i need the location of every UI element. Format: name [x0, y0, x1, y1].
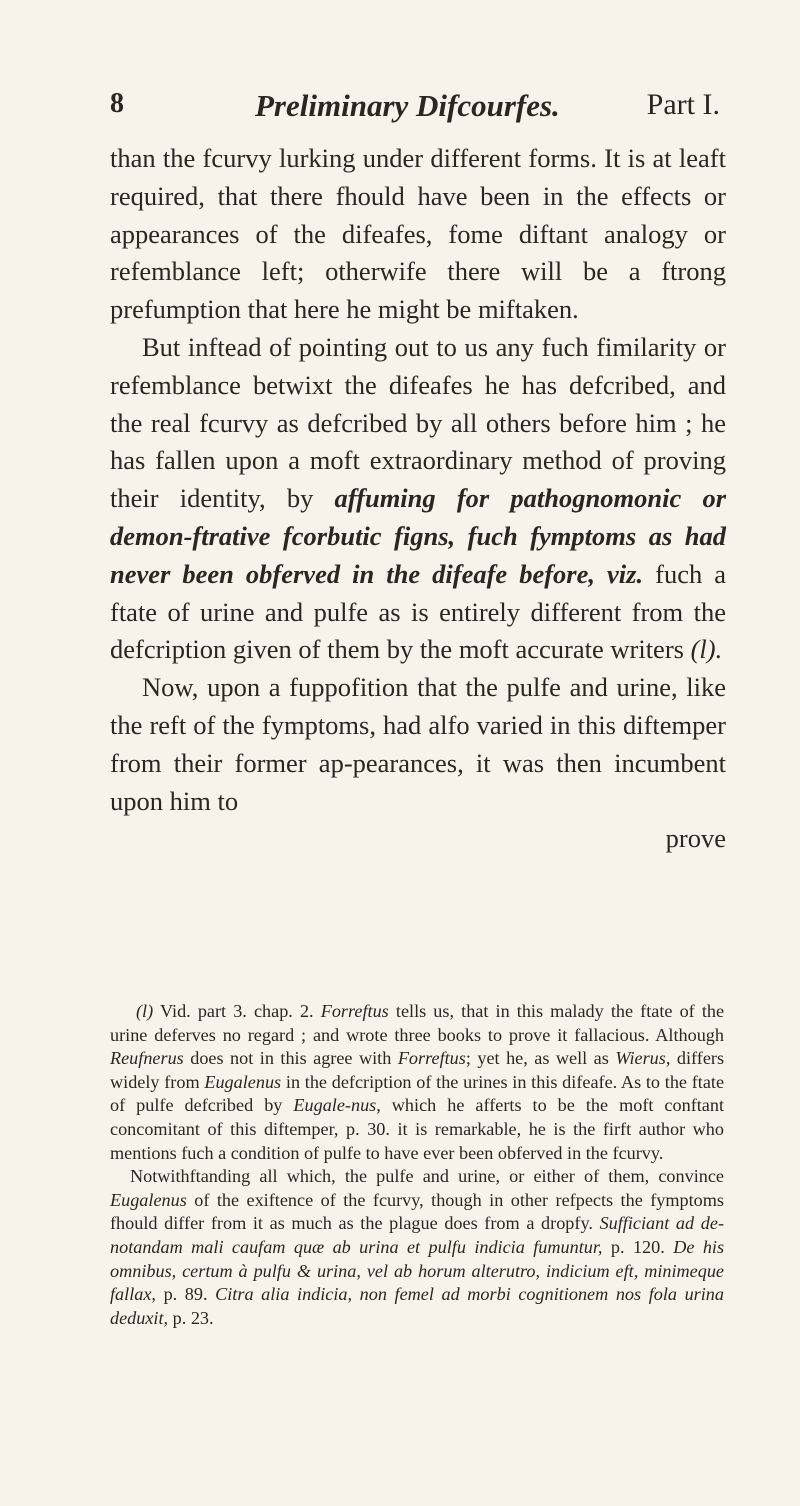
footnote-1-text-d: ; yet he, as well as	[465, 1048, 609, 1069]
latin-quote-1: Sufficiant ad de-notandam mali caufam quæ ab urina et pulfu indicia fumuntur,	[110, 1213, 724, 1257]
paragraph-2-emphasis: affuming for pathognomonic or demon-ftrative fcorbutic figns, fuch fymptoms as had never been obferved in the difeafe before,	[110, 483, 727, 589]
page-number: 8	[110, 88, 124, 119]
author-wierus: Wierus	[615, 1048, 666, 1069]
running-title: Preliminary Difcourfes.	[255, 88, 560, 123]
footnotes	[110, 1000, 724, 1330]
page-ref-1: p. 120.	[610, 1236, 665, 1257]
paragraph-2	[110, 329, 726, 669]
paragraph-1: than the fcurvy lurking under different forms. It is at leaft required, that there fhould have been in the effects or appearances of the difeafes, fome diftant analogy or refemblance left; otherwife there will be a ftrong prefumption that here he might be miftaken.	[110, 143, 726, 325]
page-ref-3: p. 23.	[172, 1307, 214, 1328]
footnote-1-continued	[110, 1165, 724, 1330]
latin-quote-3: Citra alia indicia, non femel ad morbi cognitionem nos fola urina deduxit,	[110, 1284, 724, 1328]
author-forreftus: Forreftus	[320, 1001, 389, 1021]
footnote-1-text-g: , which he afferts to be the moft conftant concomitant of this diftemper, p. 30. it is remarkable, he is the firft author who mentions fuch a condition of pulfe to have ever been obferved in the fcurvy.	[110, 1095, 725, 1163]
footnote-1	[110, 1000, 724, 1165]
footnote-2-text-b: of the exiftence of the fcurvy, though in other refpects the fymptoms fhould differ from it as much as the plague does from a dropfy.	[110, 1189, 724, 1234]
latin-quote-2: De his omnibus, certum à pulfu & urina, vel ab horum alterutro, indicium eft, minimeque fallax,	[110, 1236, 725, 1305]
paragraph-3: Now, upon a fuppofition that the pulfe and urine, like the reft of the fymptoms, had alfo varied in this diftemper from their former ap-pearances, it was then incumbent upon him to	[110, 672, 726, 816]
footnote-1-text-c: does not in this agree with	[190, 1048, 392, 1069]
paragraph-2-text-a: But inftead of pointing out to us any fuch fimilarity or refemblance betwixt the difeafes he has defcribed, and the real fcurvy as defcribed by all others before him ; he has fallen upon a moft extraordinary method of proving their identity, by	[110, 331, 726, 514]
author-eugalenus-2: Eugale-nus	[293, 1095, 377, 1116]
paragraph-2-viz: viz.	[607, 558, 644, 589]
footnote-reference: (l).	[690, 634, 723, 665]
author-reufnerus: Reufnerus	[110, 1048, 184, 1069]
footnote-1-text-b: tells us, that in this malady the ftate of the urine deferves no regard ; and wrote three books to prove it fallacious. Although	[110, 1001, 725, 1045]
main-text	[110, 140, 726, 858]
catchword: prove	[665, 823, 726, 854]
author-eugalenus: Eugalenus	[204, 1071, 282, 1092]
footnote-1-text-e: , differs widely from	[110, 1048, 725, 1092]
paragraph-2-text-b: fuch a ftate of urine and pulfe as is entirely different from the defcription given of them by the moft accurate writers	[110, 558, 727, 665]
footnote-mark: (l)	[136, 1001, 154, 1021]
page-ref-2: p. 89.	[163, 1284, 208, 1305]
footnote-1-text-a: Vid. part 3. chap. 2.	[159, 1001, 314, 1021]
footnote-2-text-a: Notwithftanding all which, the pulfe and urine, or either of them, convince	[130, 1166, 724, 1187]
footnote-1-text-f: in the defcription of the urines in this difeafe. As to the ftate of pulfe defcribed by	[110, 1071, 725, 1116]
author-eugalenus-3: Eugalenus	[110, 1189, 187, 1210]
author-forreftus-2: Forreftus	[397, 1048, 466, 1069]
part-label: Part I.	[646, 88, 720, 121]
page-header	[110, 88, 720, 128]
